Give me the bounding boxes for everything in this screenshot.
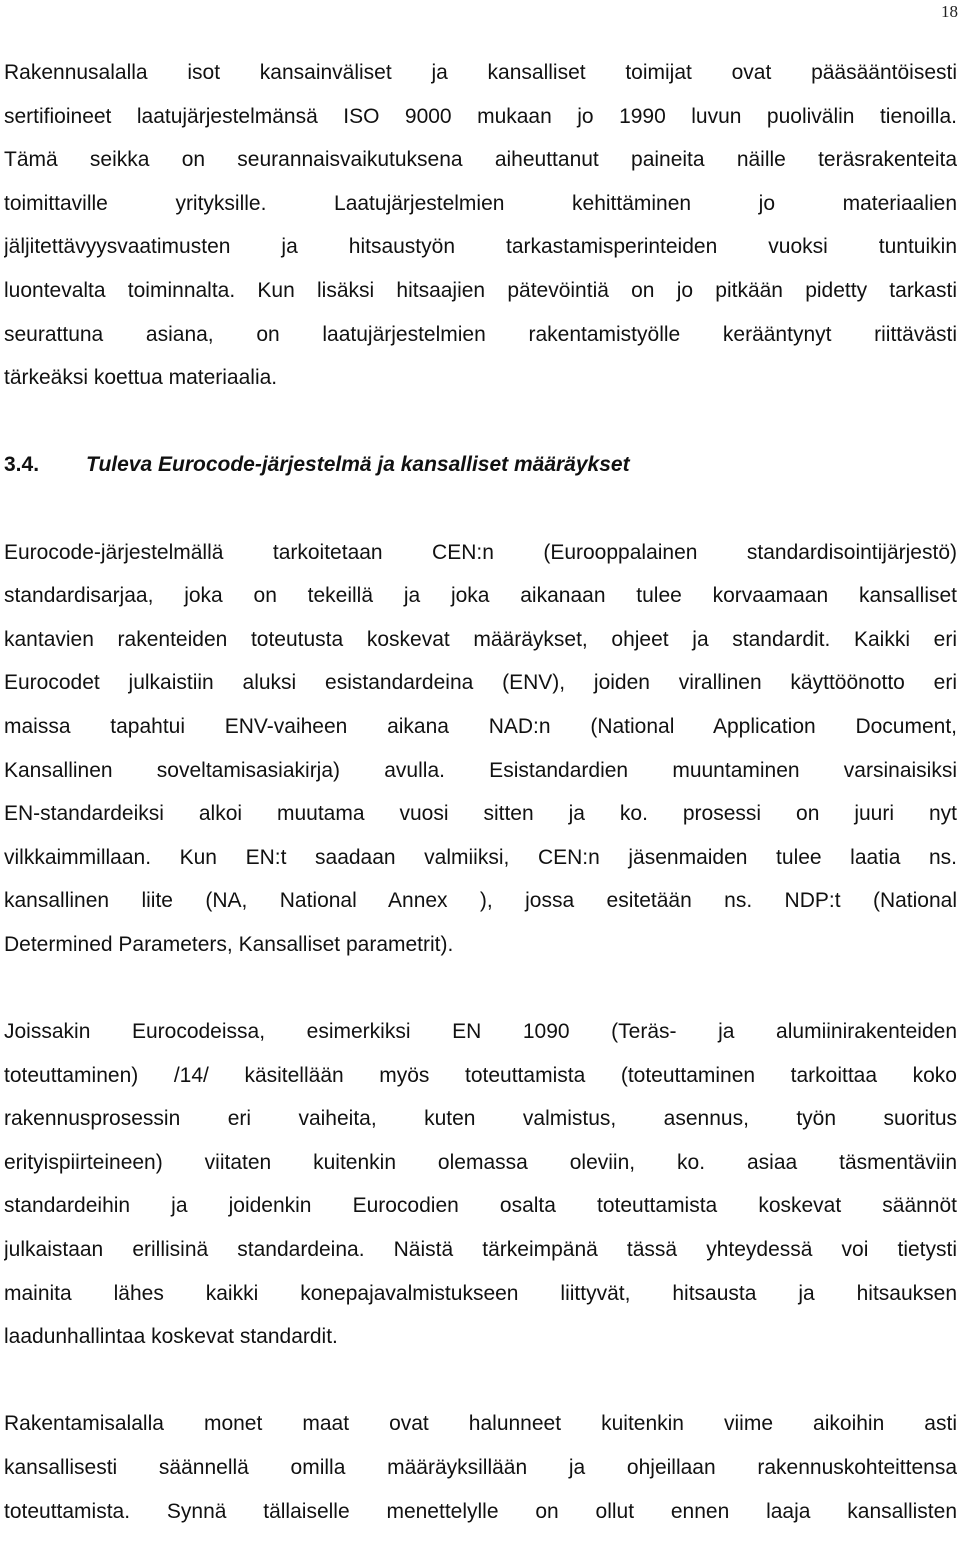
text-line: standardeihin ja joidenkin Eurocodien osalta toteuttamista koskevat säännöt: [4, 1194, 957, 1218]
text-line: Rakentamisalalla monet maat ovat halunneet kuitenkin viime aikoihin asti: [4, 1412, 957, 1436]
text-line: toimittaville yrityksille. Laatujärjestelmien kehittäminen jo materiaalien: [4, 191, 957, 215]
text-line: kantavien rakenteiden toteutusta koskevat määräykset, ohjeet ja standardit. Kaikki eri: [4, 627, 957, 651]
text-line: Eurocodet julkaistiin aluksi esistandardeina (ENV), joiden virallinen käyttöönotto eri: [4, 671, 957, 695]
text-line: Determined Parameters, Kansalliset parametrit).: [4, 932, 454, 956]
text-line: kansallisesti säännellä omilla määräyksillään ja ohjeillaan rakennuskohteittensa: [4, 1456, 957, 1479]
text-line: luontevalta toiminnalta. Kun lisäksi hitsaajien pätevöintiä on jo pitkään pidetty tarkasti: [4, 278, 957, 302]
page-number: 18: [941, 2, 958, 21]
text-line: rakennusprosessin eri vaiheita, kuten valmistus, asennus, työn suoritus: [4, 1107, 957, 1131]
text-line: Rakennusalalla isot kansainväliset ja kansalliset toimijat ovat pääsääntöisesti: [4, 61, 957, 84]
text-line: standardisarjaa, joka on tekeillä ja joka aikanaan tulee korvaamaan kansalliset: [4, 584, 957, 608]
text-line: vilkkaimmillaan. Kun EN:t saadaan valmiiksi, CEN:n jäsenmaiden tulee laatia ns.: [4, 845, 957, 869]
text-line: kansallinen liite (NA, National Annex ), jossa esitetään ns. NDP:t (National: [4, 889, 957, 913]
text-line: EN-standardeiksi alkoi muutama vuosi sitten ja ko. prosessi on juuri nyt: [4, 802, 957, 826]
paragraph-national-regulation: [4, 1402, 957, 1533]
paragraph-eurocode-system: [4, 531, 957, 967]
text-line: seurattuna asiana, on laatujärjestelmien rakentamistyölle kerääntynyt riittävästi: [4, 322, 957, 346]
text-line: tärkeäksi koettua materiaalia.: [4, 366, 278, 390]
paragraph-en-1090: [4, 1010, 957, 1359]
text-line: Joissakin Eurocodeissa, esimerkiksi EN 1090 (Teräs- ja alumiinirakenteiden: [4, 1020, 957, 1044]
text-line: laadunhallintaa koskevat standardit.: [4, 1325, 338, 1349]
text-line: toteuttaminen) /14/ käsitellään myös toteuttamista (toteuttaminen tarkoittaa koko: [4, 1063, 957, 1087]
text-line: maissa tapahtui ENV-vaiheen aikana NAD:n (National Application Document,: [4, 714, 957, 738]
text-line: Kansallinen soveltamisasiakirja) avulla. Esistandardien muuntaminen varsinaisiksi: [4, 758, 957, 782]
text-line: mainita lähes kaikki konepajavalmistukseen liittyvät, hitsausta ja hitsauksen: [4, 1281, 957, 1305]
text-line: Tämä seikka on seurannaisvaikutuksena aiheuttanut paineita näille teräsrakenteita: [4, 148, 957, 172]
text-line: jäljitettävyysvaatimusten ja hitsaustyön tarkastamisperinteiden vuoksi tuntuikin: [4, 235, 957, 259]
document-body: [4, 51, 957, 1533]
section-title: Tuleva Eurocode-järjestelmä ja kansalliset määräykset: [86, 453, 630, 477]
text-line: toteuttamista. Synnä tällaiselle menettelylle on ollut ennen laaja kansallisten: [4, 1499, 957, 1523]
section-heading: [4, 443, 957, 487]
text-line: erityispiirteineen) viitaten kuitenkin olemassa oleviin, ko. asiaa täsmentäviin: [4, 1150, 957, 1174]
section-number: 3.4.: [4, 453, 40, 477]
text-line: Eurocode-järjestelmällä tarkoitetaan CEN:n (Eurooppalainen standardisointijärjestö): [4, 540, 957, 564]
text-line: sertifioineet laatujärjestelmänsä ISO 9000 mukaan jo 1990 luvun puolivälin tienoilla.: [4, 104, 957, 128]
text-line: julkaistaan erillisinä standardeina. Näistä tärkeimpänä tässä yhteydessä voi tietysti: [4, 1238, 957, 1262]
paragraph-quality-systems: [4, 51, 957, 400]
